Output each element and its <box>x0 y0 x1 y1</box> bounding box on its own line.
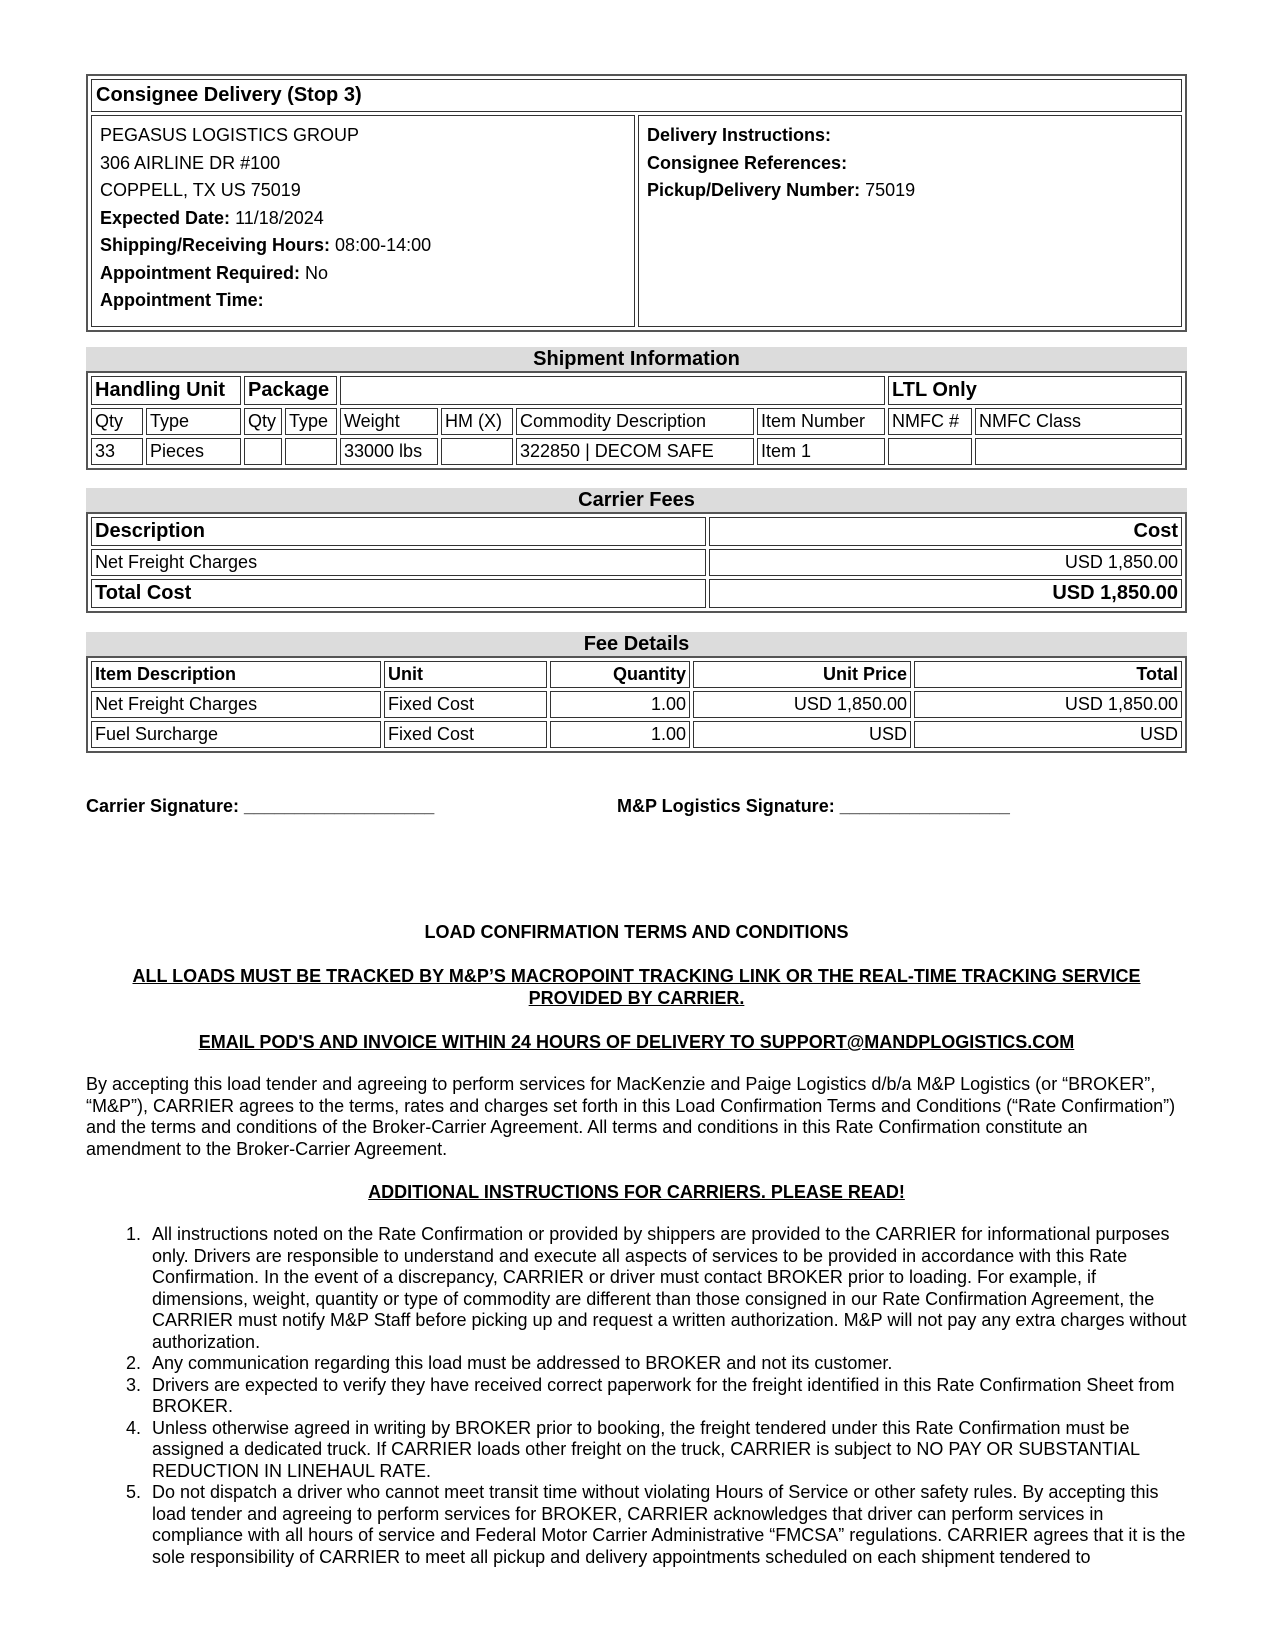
cell-handling-qty: 33 <box>91 438 143 465</box>
additional-instructions-heading: ADDITIONAL INSTRUCTIONS FOR CARRIERS. PLEASE READ! <box>368 1182 905 1202</box>
cell-unit-price: USD 1,850.00 <box>693 691 911 718</box>
instructions-list-wrapper <box>86 1224 1187 1568</box>
list-item: 2. Any communication regarding this load must be addressed to BROKER and not its customer. <box>146 1353 1187 1375</box>
hours-label: Shipping/Receiving Hours: <box>100 235 331 255</box>
list-item: 4. Unless otherwise agreed in writing by BROKER prior to booking, the freight tendered under this Rate Confirmation must be assigned a dedicated truck. If CARRIER loads other freight on the truck, CARRIER is subject to NO PAY OR SUBSTANTIAL REDUCTION IN LINEHAUL RATE. <box>146 1418 1187 1483</box>
appointment-required-row <box>100 260 626 288</box>
col-weight: Weight <box>340 408 438 435</box>
cell-nmfc-class <box>975 438 1182 465</box>
terms-heading: LOAD CONFIRMATION TERMS AND CONDITIONS <box>424 922 849 942</box>
col-item-number: Item Number <box>757 408 885 435</box>
fee-cost: USD 1,850.00 <box>709 549 1182 576</box>
pickup-delivery-number-label: Pickup/Delivery Number: <box>647 180 861 200</box>
broker-signature-line: M&P Logistics Signature: _________________ <box>617 796 1010 816</box>
cell-item-description: Fuel Surcharge <box>91 721 381 748</box>
fee-label: Net Freight Charges <box>91 549 706 576</box>
consignee-address-line2: COPPELL, TX US 75019 <box>100 180 301 200</box>
col-item-description: Item Description <box>91 661 381 688</box>
shipment-column-headers <box>91 408 1182 435</box>
blank-group-header <box>340 376 885 405</box>
table-row <box>91 438 1182 465</box>
col-cost: Cost <box>709 517 1182 546</box>
cell-package-type <box>285 438 337 465</box>
fee-details-section <box>86 632 1187 753</box>
col-handling-type: Type <box>146 408 241 435</box>
instructions-list <box>86 1224 1187 1568</box>
total-cost-value: USD 1,850.00 <box>709 579 1182 608</box>
carrier-fees-table <box>88 514 1185 611</box>
package-header: Package <box>244 376 337 405</box>
cell-package-qty <box>244 438 282 465</box>
consignee-address-cell <box>91 115 635 327</box>
email-notice: EMAIL POD'S AND INVOICE WITHIN 24 HOURS OF DELIVERY TO SUPPORT@MANDPLOGISTICS.COM <box>198 1032 1075 1052</box>
cell-unit: Fixed Cost <box>384 691 547 718</box>
consignee-delivery-section <box>86 74 1187 332</box>
pickup-delivery-number-row <box>647 177 1173 205</box>
col-nmfc-class: NMFC Class <box>975 408 1182 435</box>
shipment-information-section <box>86 347 1187 470</box>
table-row <box>91 549 1182 576</box>
stop-title: Consignee Delivery (Stop 3) <box>91 79 1182 112</box>
consignee-company: PEGASUS LOGISTICS GROUP <box>100 125 360 145</box>
consignee-references-label: Consignee References: <box>647 152 848 173</box>
col-unit-price: Unit Price <box>693 661 911 688</box>
consignee-delivery-table <box>88 76 1185 330</box>
expected-date-label: Expected Date: <box>100 207 231 228</box>
shipment-table-frame <box>86 371 1187 470</box>
carrier-fees-section <box>86 488 1187 613</box>
col-total: Total <box>914 661 1182 688</box>
fee-details-table <box>88 658 1185 751</box>
shipment-table <box>88 373 1185 468</box>
cell-item-description: Net Freight Charges <box>91 691 381 718</box>
cell-weight: 33000 lbs <box>340 438 438 465</box>
col-unit: Unit <box>384 661 547 688</box>
terms-intro-paragraph: By accepting this load tender and agreeing to perform services for MacKenzie and Paige Logistics d/b/a M&P Logistics (or “BROKER”, “M&P”), CARRIER agrees to the terms, rates and charges set forth in this Load Confirmation Terms and Conditions (“Rate Confirmation”) and the terms and conditions of the Broker-Carrier Agreement. All terms and conditions in this Rate Confirmation constitute an amendment to the Broker-Carrier Agreement. <box>86 1074 1176 1159</box>
pickup-delivery-number-value: 75019 <box>865 180 916 200</box>
carrier-signature-line: Carrier Signature: ___________________ <box>86 796 435 816</box>
fee-details-title: Fee Details <box>86 632 1187 656</box>
expected-date-value: 11/18/2024 <box>235 207 324 228</box>
appointment-required-value: No <box>305 262 329 283</box>
list-item: 5. Do not dispatch a driver who cannot meet transit time without violating Hours of Service or other safety rules. By accepting this load tender and agreeing to perform services for BROKER, CARRIER acknowledges that driver can perform services in compliance with all hours of service and Federal Motor Carrier Administrative “FMCSA” regulations. CARRIER agrees that it is the sole responsibility of CARRIER to meet all pickup and delivery appointments scheduled on each shipment tendered to <box>146 1482 1187 1568</box>
expected-date-row <box>100 205 626 233</box>
list-item: 3. Drivers are expected to verify they have received correct paperwork for the freight identified in this Rate Confirmation Sheet from BROKER. <box>146 1375 1187 1418</box>
col-description: Description <box>91 517 706 546</box>
tracking-notice: ALL LOADS MUST BE TRACKED BY M&P’S MACROPOINT TRACKING LINK OR THE REAL-TIME TRACKING SERVICE PROVIDED BY CARRIER. <box>132 966 1141 1008</box>
col-commodity: Commodity Description <box>516 408 754 435</box>
cell-unit: Fixed Cost <box>384 721 547 748</box>
cell-quantity: 1.00 <box>550 691 690 718</box>
carrier-fees-title: Carrier Fees <box>86 488 1187 512</box>
total-row <box>91 579 1182 608</box>
fee-details-frame <box>86 656 1187 753</box>
handling-unit-header: Handling Unit <box>91 376 241 405</box>
ltl-only-header: LTL Only <box>888 376 1182 405</box>
fee-details-headers <box>91 661 1182 688</box>
cell-handling-type: Pieces <box>146 438 241 465</box>
table-row <box>91 691 1182 718</box>
col-nmfc-number: NMFC # <box>888 408 972 435</box>
cell-item-number: Item 1 <box>757 438 885 465</box>
hours-row <box>100 232 626 260</box>
col-hm: HM (X) <box>441 408 513 435</box>
appointment-time-row <box>100 287 626 315</box>
list-item: 1. All instructions noted on the Rate Confirmation or provided by shippers are provided to the CARRIER for informational purposes only. Drivers are responsible to understand and execute all aspects of services to be provided in accordance with this Rate Confirmation. In the event of a discrepancy, CARRIER or driver must contact BROKER prior to loading. For example, if dimensions, weight, quantity or type of commodity are different than those consigned in our Rate Confirmation Agreement, the CARRIER must notify M&P Staff before picking up and request a written authorization. M&P will not pay any extra charges without authorization. <box>146 1224 1187 1353</box>
total-cost-label: Total Cost <box>91 579 706 608</box>
table-row <box>91 721 1182 748</box>
col-package-qty: Qty <box>244 408 282 435</box>
cell-hm <box>441 438 513 465</box>
cell-unit-price: USD <box>693 721 911 748</box>
cell-total: USD <box>914 721 1182 748</box>
hours-value: 08:00-14:00 <box>335 235 432 255</box>
appointment-required-label: Appointment Required: <box>100 262 300 283</box>
cell-quantity: 1.00 <box>550 721 690 748</box>
carrier-fees-frame <box>86 512 1187 613</box>
col-handling-qty: Qty <box>91 408 143 435</box>
col-quantity: Quantity <box>550 661 690 688</box>
cell-commodity: 322850 | DECOM SAFE <box>516 438 754 465</box>
delivery-instructions-label: Delivery Instructions: <box>647 125 832 145</box>
appointment-time-label: Appointment Time: <box>100 290 264 310</box>
cell-total: USD 1,850.00 <box>914 691 1182 718</box>
consignee-address-line1: 306 AIRLINE DR #100 <box>100 152 281 173</box>
shipment-information-title: Shipment Information <box>86 347 1187 371</box>
cell-nmfc-number <box>888 438 972 465</box>
delivery-info-cell <box>638 115 1182 327</box>
col-package-type: Type <box>285 408 337 435</box>
